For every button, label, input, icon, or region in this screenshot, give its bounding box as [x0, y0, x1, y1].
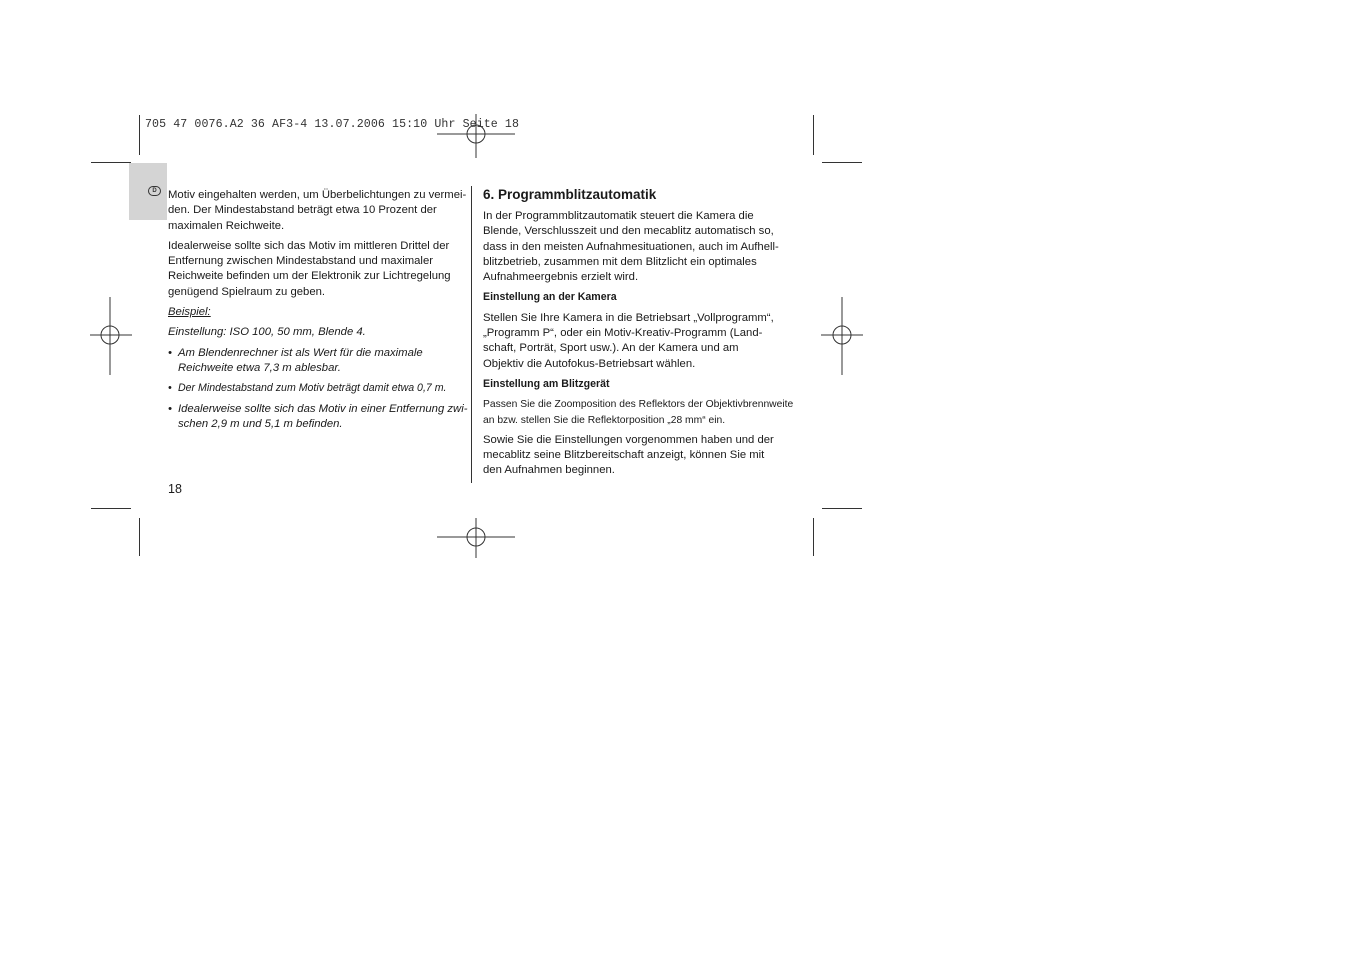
registration-mark-top-icon: [437, 114, 517, 158]
bullet-marker: •: [168, 346, 172, 359]
text-line: den. Der Mindestabstand beträgt etwa 10 Prozent der: [168, 204, 437, 217]
crop-mark-bottom-right-vertical: [813, 518, 814, 556]
text-line: Entfernung zwischen Mindestabstand und maximaler: [168, 255, 433, 268]
text-line: Reichweite befinden um der Elektronik zur Lichtregelung: [168, 270, 451, 283]
text-line: mecablitz seine Blitzbereitschaft anzeigt, können Sie mit: [483, 449, 765, 462]
registration-mark-right-icon: [821, 297, 863, 375]
crop-mark-top-left-horizontal: [91, 162, 131, 163]
column-divider: [471, 186, 472, 483]
section-heading: 6. Programmblitzautomatik: [483, 187, 657, 202]
text-line: Idealerweise sollte sich das Motiv in einer Entfernung zwi-: [178, 402, 468, 415]
text-line: Idealerweise sollte sich das Motiv im mittleren Drittel der: [168, 239, 450, 252]
bullet-marker: •: [168, 382, 172, 395]
example-label: Beispiel:: [168, 306, 211, 319]
subheading-camera: Einstellung an der Kamera: [483, 291, 617, 304]
text-line: In der Programmblitzautomatik steuert die Kamera die: [483, 210, 754, 222]
text-line: genügend Spielraum zu geben.: [168, 285, 326, 298]
right-column: [483, 209, 794, 484]
text-line: blitzbetrieb, zusammen mit dem Blitzlicht ein optimales: [483, 255, 757, 268]
text-line: Am Blendenrechner ist als Wert für die maximale: [178, 346, 423, 359]
text-line: an bzw. stellen Sie die Reflektorposition „28 mm“ ein.: [483, 414, 726, 426]
text-line: schen 2,9 m und 5,1 m befinden.: [178, 417, 343, 430]
bullet-item: [168, 381, 468, 396]
text-line: Objektiv die Autofokus-Betriebsart wählen.: [483, 357, 696, 370]
registration-mark-left-icon: [90, 297, 132, 375]
paragraph-overexposure: [168, 188, 468, 234]
registration-mark-bottom-icon: [437, 518, 517, 558]
text-line: schaft, Porträt, Sport usw.). An der Kamera und am: [483, 342, 739, 355]
text-line: Passen Sie die Zoomposition des Reflektors der Objektivbrennweite: [483, 399, 794, 411]
paragraph-intro: [483, 209, 783, 285]
page-number: 18: [168, 482, 182, 496]
text-line: dass in den meisten Aufnahmesituationen, auch im Aufhell-: [483, 240, 779, 253]
paragraph-closing: [483, 433, 783, 479]
text-line: Aufnahmeergebnis erzielt wird.: [483, 271, 639, 284]
print-header: 705 47 0076.A2 36 AF3-4 13.07.2006 15:10 Uhr Seite 18: [145, 118, 520, 131]
crop-mark-bottom-right-horizontal: [822, 508, 862, 509]
crop-mark-bottom-left-horizontal: [91, 508, 131, 509]
crop-mark-top-right-horizontal: [822, 162, 862, 163]
paragraph-camera-setting: [483, 311, 783, 372]
example-setting: Einstellung: ISO 100, 50 mm, Blende 4.: [168, 326, 366, 339]
language-badge: D: [148, 186, 161, 196]
text-line: „Programm P“, oder ein Motiv-Kreativ-Programm (Land-: [483, 327, 763, 340]
subheading-flash: Einstellung am Blitzgerät: [483, 377, 610, 390]
crop-mark-bottom-left-vertical: [139, 518, 140, 556]
crop-mark-top-left-vertical: [139, 115, 140, 155]
text-line: maximalen Reichweite.: [168, 219, 285, 232]
left-column: [168, 188, 468, 437]
text-line: Blende, Verschlusszeit und den mecablitz automatisch so,: [483, 225, 774, 238]
paragraph-ideal-position: [168, 239, 468, 300]
crop-mark-top-right-vertical: [813, 115, 814, 155]
text-line: Reichweite etwa 7,3 m ablesbar.: [178, 361, 341, 374]
text-line: Sowie Sie die Einstellungen vorgenommen haben und der: [483, 433, 774, 446]
text-line: Stellen Sie Ihre Kamera in die Betriebsart „Vollprogramm“,: [483, 311, 774, 324]
bullet-item: [168, 402, 468, 433]
text-line: den Aufnahmen beginnen.: [483, 464, 615, 477]
bullet-marker: •: [168, 402, 172, 415]
paragraph-flash-setting: [483, 397, 794, 428]
text-line: Der Mindestabstand zum Motiv beträgt damit etwa 0,7 m.: [178, 382, 447, 395]
bullet-item: [168, 346, 468, 377]
text-line: Motiv eingehalten werden, um Überbelichtungen zu vermei-: [168, 189, 467, 201]
